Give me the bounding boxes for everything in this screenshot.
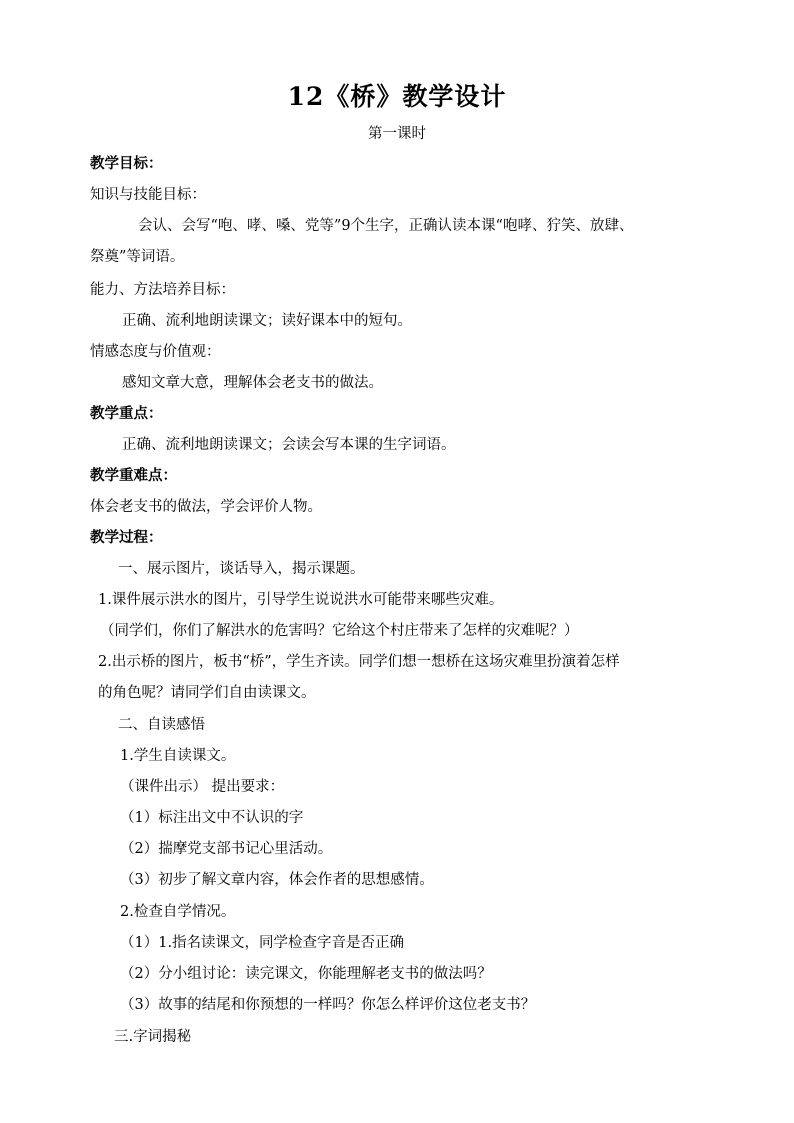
process-step2-item1-note: （课件出示） 提出要求：	[120, 779, 285, 795]
requirement-1: （1）标注出文中不认识的字	[120, 810, 304, 826]
ability-text: 正确、流利地朗读课文；读好课本中的短句。	[122, 313, 412, 329]
document-subtitle: 第一课时	[368, 126, 426, 142]
objectives-heading: 教学目标：	[90, 155, 163, 172]
check-2: （2）分小组讨论：读完课文，你能理解老支书的做法吗？	[120, 966, 492, 982]
emotion-heading: 情感态度与价值观：	[90, 344, 221, 360]
key-points-heading: 教学重点：	[90, 405, 163, 422]
emotion-text: 感知文章大意，理解体会老支书的做法。	[122, 375, 383, 391]
check-3: （3）故事的结尾和你预想的一样吗？你怎么样评价这位老支书？	[120, 997, 536, 1013]
document-title: 12《桥》教学设计	[287, 82, 507, 111]
process-step2: 二、自读感悟	[118, 717, 205, 733]
key-points-text: 正确、流利地朗读课文；会读会写本课的生字词语。	[122, 437, 456, 453]
process-step1-item1: 1.课件展示洪水的图片，引导学生说说洪水可能带来哪些灾难。	[98, 592, 504, 608]
knowledge-heading: 知识与技能目标：	[90, 187, 206, 203]
process-step1-item2-line2: 的角色呢？请同学们自由读课文。	[98, 685, 316, 701]
ability-heading: 能力、方法培养目标：	[90, 282, 235, 298]
requirement-2: （2）揣摩党支部书记心里活动。	[120, 841, 333, 857]
process-step1-item1-note: （同学们，你们了解洪水的危害吗？它给这个村庄带来了怎样的灾难呢？）	[100, 623, 579, 639]
knowledge-text-line1: 会认、会写“咆、哮、嗓、党等”9个生字，正确认读本课“咆哮、狞笑、放肆、	[138, 218, 634, 234]
process-step3: 三.字词揭秘	[114, 1029, 192, 1045]
process-heading: 教学过程：	[90, 529, 163, 546]
difficulty-text: 体会老支书的做法，学会评价人物。	[90, 499, 322, 515]
knowledge-text-line2: 祭奠”等词语。	[90, 249, 185, 265]
process-step2-item1: 1.学生自读课文。	[120, 748, 236, 764]
process-step1: 一、展示图片，谈话导入，揭示课题。	[118, 561, 365, 577]
process-step2-item2: 2.检查自学情况。	[120, 904, 236, 920]
difficulty-heading: 教学重难点：	[90, 467, 177, 484]
check-1: （1）1.指名读课文，同学检查字音是否正确	[120, 935, 405, 951]
requirement-3: （3）初步了解文章内容，体会作者的思想感情。	[120, 872, 434, 888]
process-step1-item2-line1: 2.出示桥的图片，板书“桥”，学生齐读。同学们想一想桥在这场灾难里扮演着怎样	[98, 654, 620, 670]
